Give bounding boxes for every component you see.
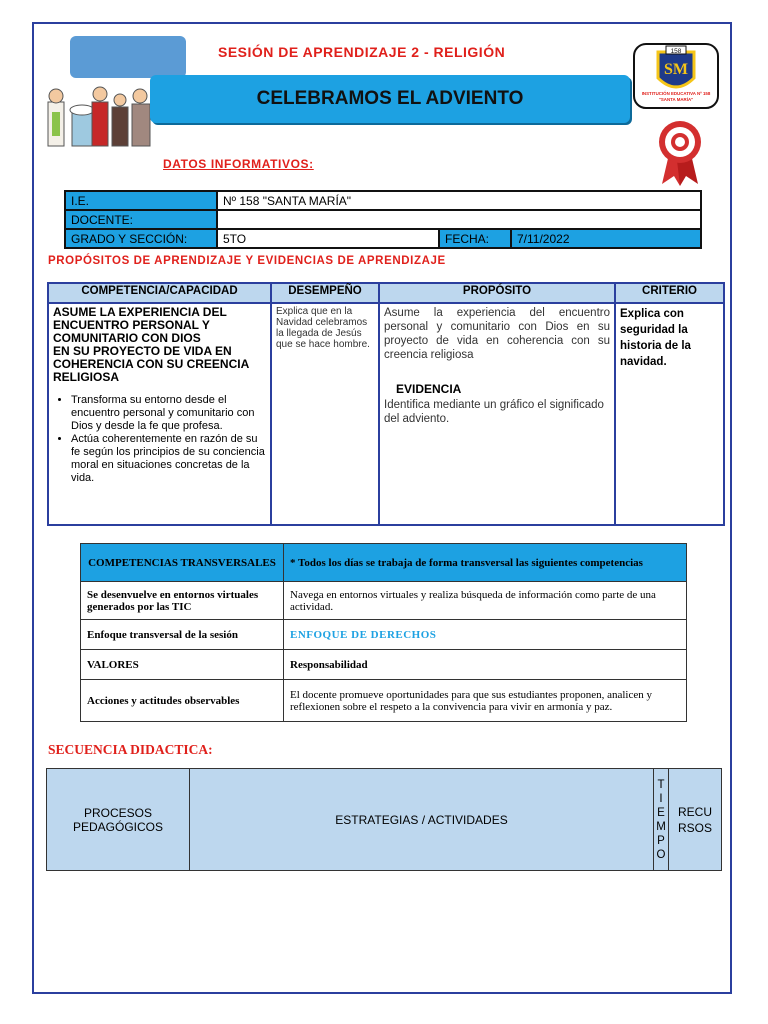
transversales-table: [80, 543, 687, 722]
evidencia-text: Identifica mediante un gráfico el significado del adviento.: [384, 399, 604, 425]
estrategias-header: ESTRATEGIAS / ACTIVIDADES: [190, 769, 654, 871]
tiempo-text: T I E M P O: [656, 778, 666, 861]
competencia-line2: EN SU PROYECTO DE VIDA EN COHERENCIA CON SU CREENCIA RELIGIOSA: [53, 344, 249, 384]
proposito-text: Asume la experiencia del encuentro personal y comunitario con Dios en su proyecto de vida en coherencia con su creencia religiosa: [384, 307, 610, 361]
grado-label: GRADO Y SECCIÓN:: [65, 229, 217, 248]
svg-text:SM: SM: [664, 61, 688, 78]
proposito-cell: [379, 303, 615, 525]
enfoque-label: Enfoque transversal de la sesión: [81, 620, 284, 650]
valores-label: VALORES: [81, 650, 284, 680]
capacidad-item: • Actúa coherentemente en razón de su fe según los principios de su conciencia moral en situaciones concretas de la vida.: [71, 433, 266, 485]
acciones-label: Acciones y actitudes observables: [81, 680, 284, 722]
col-criterio: CRITERIO: [615, 283, 724, 303]
secuencia-title: SECUENCIA DIDACTICA:: [48, 742, 213, 757]
transversales-header-left: COMPETENCIAS TRANSVERSALES: [81, 544, 284, 582]
flag-rosette-icon: [656, 120, 704, 186]
fecha-value: 7/11/2022: [511, 229, 701, 248]
col-competencia: COMPETENCIA/CAPACIDAD: [48, 283, 271, 303]
banner-title: CELEBRAMOS EL ADVIENTO: [150, 75, 630, 123]
logo-subtext: "SANTA MARÍA": [658, 97, 694, 102]
grado-value: 5TO: [217, 229, 439, 248]
tic-value: Navega en entornos virtuales y realiza búsqueda de información como parte de una actividad.: [284, 582, 687, 620]
logo-text: INSTITUCIÓN EDUCATIVA Nº 158: [641, 91, 711, 96]
col-desempeno: DESEMPEÑO: [271, 283, 379, 303]
datos-title: DATOS INFORMATIVOS:: [163, 157, 314, 171]
col-proposito: PROPÓSITO: [379, 283, 615, 303]
secuencia-table: [46, 768, 722, 871]
info-table: [64, 190, 702, 249]
tic-label: Se desenvuelve en entornos virtuales generados por las TIC: [81, 582, 284, 620]
ie-value: Nº 158 "SANTA MARÍA": [217, 191, 701, 210]
fecha-label: FECHA:: [439, 229, 511, 248]
evidencia-label: EVIDENCIA: [396, 382, 462, 396]
enfoque-value: ENFOQUE DE DERECHOS: [284, 620, 687, 650]
tiempo-header: [654, 769, 669, 871]
school-logo: [632, 40, 720, 112]
session-title: SESIÓN DE APRENDIZAJE 2 - RELIGIÓN: [218, 44, 506, 60]
valores-value: Responsabilidad: [284, 650, 687, 680]
capacidades-list: [53, 394, 266, 485]
competencia-cell: [48, 303, 271, 525]
recursos-text: RECURSOS: [677, 804, 712, 835]
recursos-header: [669, 769, 722, 871]
propositos-title: PROPÓSITOS DE APRENDIZAJE Y EVIDENCIAS DE APRENDIZAJE: [48, 255, 446, 267]
desempeno-cell: Explica que en la Navidad celebramos la llegada de Jesús que se hace hombre.: [271, 303, 379, 525]
svg-text:158: 158: [670, 48, 682, 55]
docente-label: DOCENTE:: [65, 210, 217, 229]
header-tab: [70, 36, 186, 78]
procesos-header: PROCESOS PEDAGÓGICOS: [47, 769, 190, 871]
baptism-illustration: [44, 82, 156, 150]
transversales-header-right: * Todos los días se trabaja de forma transversal las siguientes competencias: [284, 544, 687, 582]
criterio-cell: Explica con seguridad la historia de la navidad.: [615, 303, 724, 525]
competencia-line1: ASUME LA EXPERIENCIA DEL ENCUENTRO PERSONAL Y COMUNITARIO CON DIOS: [53, 305, 227, 345]
capacidad-item: • Transforma su entorno desde el encuentro personal y comunitario con Dios y desde la fe que profesa.: [71, 394, 266, 433]
ie-label: I.E.: [65, 191, 217, 210]
docente-value: [217, 210, 701, 229]
propositos-table: [47, 282, 725, 526]
acciones-value: El docente promueve oportunidades para que sus estudiantes proponen, analicen y reflexionen sobre el respeto a la convivencia para vivir en armonía y paz.: [284, 680, 687, 722]
